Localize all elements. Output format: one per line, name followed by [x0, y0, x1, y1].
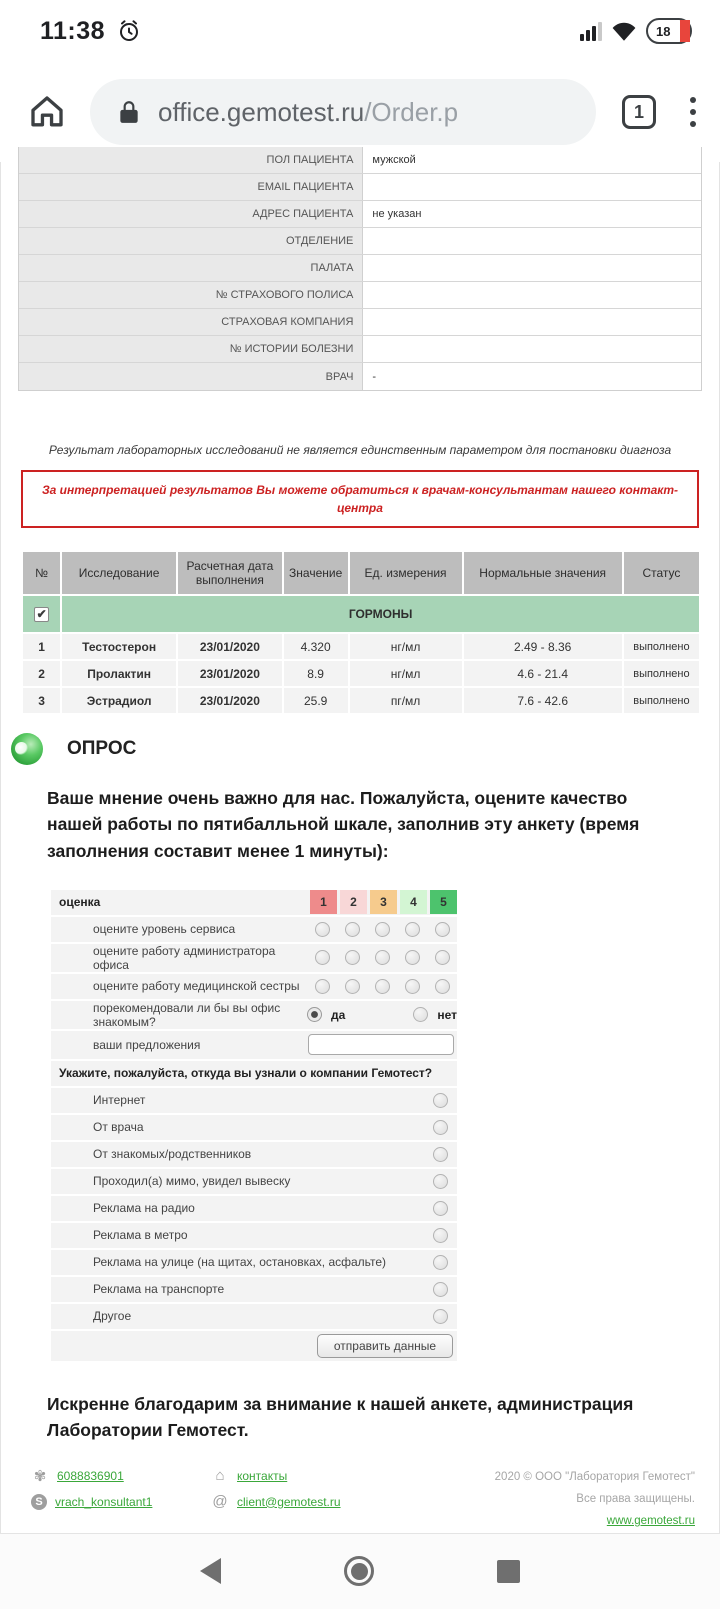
- radio-nurse-1[interactable]: [315, 979, 330, 994]
- source-row-signboard: Проходил(а) мимо, увидел вывеску: [51, 1169, 457, 1194]
- source-row-metro: Реклама в метро: [51, 1223, 457, 1248]
- suggestions-row: ваши предложения: [51, 1031, 457, 1059]
- gemotest-logo-icon: [11, 733, 43, 765]
- source-row-internet: Интернет: [51, 1088, 457, 1113]
- suggestions-input[interactable]: [308, 1034, 454, 1055]
- result-row: 3 Эстрадиол 23/01/2020 25.9 пг/мл 7.6 - 42.6 выполнено: [23, 688, 699, 713]
- rating-row-admin: оцените работу администратора офиса: [51, 944, 457, 972]
- radio-nurse-2[interactable]: [345, 979, 360, 994]
- patient-form-row: ПАЛАТА: [19, 255, 701, 282]
- patient-form-row: СТРАХОВАЯ КОМПАНИЯ: [19, 309, 701, 336]
- patient-form-row: ОТДЕЛЕНИЕ: [19, 228, 701, 255]
- page-footer: [31, 1467, 695, 1533]
- android-nav-bar: [0, 1533, 720, 1609]
- patient-form-row: АДРЕС ПАЦИЕНТА не указан: [19, 201, 701, 228]
- signal-icon: [580, 21, 602, 41]
- patient-form-row: ПОЛ ПАЦИЕНТА мужской: [19, 147, 701, 174]
- tab-switcher-button[interactable]: 1: [622, 95, 656, 129]
- radio-admin-4[interactable]: [405, 950, 420, 965]
- contacts-home-icon: ⌂: [215, 1467, 225, 1485]
- patient-form: [18, 147, 702, 391]
- result-row: 2 Пролактин 23/01/2020 8.9 нг/мл 4.6 - 21.4 выполнено: [23, 661, 699, 686]
- source-row-friends: От знакомых/родственников: [51, 1142, 457, 1167]
- radio-recommend-no[interactable]: [413, 1007, 428, 1022]
- result-row: 1 Тестостерон 23/01/2020 4.320 нг/мл 2.49 - 8.36 выполнено: [23, 634, 699, 659]
- radio-source-metro[interactable]: [433, 1228, 448, 1243]
- patient-form-row: № ИСТОРИИ БОЛЕЗНИ: [19, 336, 701, 363]
- radio-service-2[interactable]: [345, 922, 360, 937]
- radio-source-street[interactable]: [433, 1255, 448, 1270]
- icq-icon: ✾: [33, 1468, 47, 1486]
- scale-4-cell: 4: [400, 890, 427, 914]
- scale-header-row: оценка 1 2 3 4 5: [51, 890, 457, 915]
- radio-admin-3[interactable]: [375, 950, 390, 965]
- clock-time: 11:38: [40, 16, 106, 45]
- home-icon[interactable]: [26, 91, 68, 133]
- radio-source-doctor[interactable]: [433, 1120, 448, 1135]
- results-header-row: № Исследование Расчетная дата выполнения Значение Ед. измерения Нормальные значения Статус: [23, 552, 699, 594]
- scale-2-cell: 2: [340, 890, 367, 914]
- lab-disclaimer: Результат лабораторных исследований не является единственным параметром для постановки диагноза: [48, 443, 672, 457]
- scale-1-cell: 1: [310, 890, 337, 914]
- home-button[interactable]: [344, 1556, 374, 1586]
- group-row-hormones: [23, 596, 699, 632]
- alarm-icon: [117, 19, 141, 43]
- radio-source-other[interactable]: [433, 1309, 448, 1324]
- group-label: ГОРМОНЫ: [62, 596, 699, 632]
- radio-nurse-4[interactable]: [405, 979, 420, 994]
- skype-link[interactable]: vrach_konsultant1: [55, 1495, 153, 1510]
- source-row-other: Другое: [51, 1304, 457, 1329]
- lock-icon: [116, 97, 142, 127]
- submit-row: [51, 1331, 457, 1361]
- radio-source-signboard[interactable]: [433, 1174, 448, 1189]
- rating-row-nurse: оцените работу медицинской сестры: [51, 974, 457, 999]
- battery-low-indicator: [680, 20, 690, 42]
- icq-link[interactable]: 6088836901: [57, 1469, 124, 1484]
- copyright-text: 2020 © ООО "Лаборатория Гемотест": [494, 1471, 695, 1484]
- radio-admin-2[interactable]: [345, 950, 360, 965]
- radio-admin-1[interactable]: [315, 950, 330, 965]
- rating-row-service: оцените уровень сервиса: [51, 917, 457, 942]
- recents-button[interactable]: [497, 1560, 520, 1583]
- source-row-radio: Реклама на радио: [51, 1196, 457, 1221]
- radio-service-3[interactable]: [375, 922, 390, 937]
- radio-nurse-5[interactable]: [435, 979, 450, 994]
- radio-source-radio[interactable]: [433, 1201, 448, 1216]
- radio-service-1[interactable]: [315, 922, 330, 937]
- radio-nurse-3[interactable]: [375, 979, 390, 994]
- radio-source-internet[interactable]: [433, 1093, 448, 1108]
- consult-alert: За интерпретацией результатов Вы можете обратиться к врачам-консультантам нашего контакт-центра: [21, 470, 699, 528]
- source-row-transport: Реклама на транспорте: [51, 1277, 457, 1302]
- url-text: office.gemotest.ru/Order.p: [158, 96, 459, 127]
- patient-form-row: EMAIL ПАЦИЕНТА: [19, 174, 701, 201]
- results-table: [21, 550, 701, 715]
- contacts-link[interactable]: контакты: [237, 1468, 288, 1483]
- recommend-row: порекомендовали ли бы вы офис знакомым? да нет: [51, 1001, 457, 1029]
- site-link[interactable]: www.gemotest.ru: [606, 1514, 695, 1527]
- wifi-icon: [611, 20, 637, 42]
- source-row-doctor: От врача: [51, 1115, 457, 1140]
- radio-admin-5[interactable]: [435, 950, 450, 965]
- radio-source-friends[interactable]: [433, 1147, 448, 1162]
- address-bar[interactable]: [90, 79, 596, 145]
- scale-3-cell: 3: [370, 890, 397, 914]
- menu-icon[interactable]: [690, 97, 696, 127]
- radio-service-4[interactable]: [405, 922, 420, 937]
- web-page: [0, 154, 720, 1533]
- patient-form-row: № СТРАХОВОГО ПОЛИСА: [19, 282, 701, 309]
- survey-table: [51, 890, 457, 1361]
- patient-form-row: ВРАЧ -: [19, 363, 701, 390]
- survey-intro: Ваше мнение очень важно для нас. Пожалуйста, оцените качество нашей работы по пятибалльной шкале, заполнив эту анкету (время заполнения составит менее 1 минуты):: [47, 788, 640, 861]
- status-bar: [0, 0, 720, 62]
- source-question-row: Укажите, пожалуйста, откуда вы узнали о компании Гемотест?: [51, 1061, 457, 1086]
- back-button[interactable]: [200, 1558, 221, 1584]
- email-at-icon: @: [212, 1493, 228, 1511]
- radio-service-5[interactable]: [435, 922, 450, 937]
- skype-icon: S: [31, 1494, 47, 1510]
- source-row-street: Реклама на улице (на щитах, остановках, асфальте): [51, 1250, 457, 1275]
- group-checkbox[interactable]: ✔: [34, 607, 49, 622]
- radio-source-transport[interactable]: [433, 1282, 448, 1297]
- rights-text: Все права защищены.: [576, 1493, 695, 1506]
- battery-level: 18: [656, 23, 671, 39]
- battery-icon: [646, 18, 692, 44]
- thanks-text: Искренне благодарим за внимание к нашей анкете, администрация Лаборатории Гемотест.: [47, 1393, 634, 1440]
- scale-5-cell: 5: [430, 890, 457, 914]
- survey-title: ОПРОС: [67, 738, 137, 759]
- radio-recommend-yes[interactable]: [307, 1007, 322, 1022]
- email-link[interactable]: client@gemotest.ru: [237, 1494, 341, 1509]
- submit-button[interactable]: отправить данные: [317, 1334, 453, 1358]
